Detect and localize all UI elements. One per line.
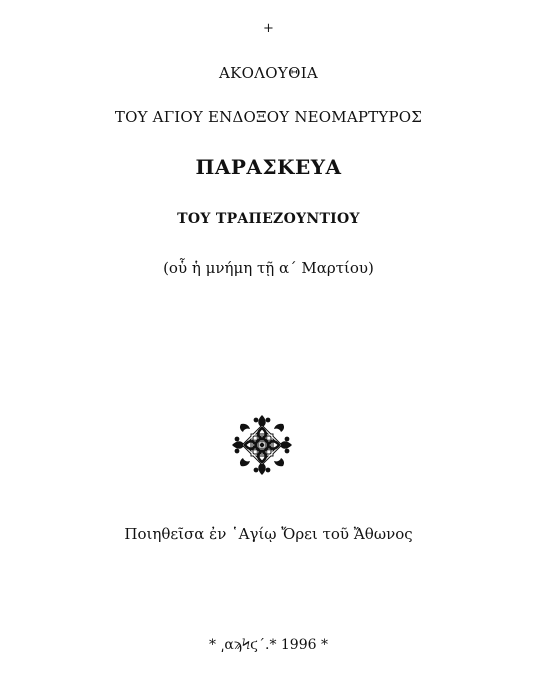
date-line: * ͵αϡϞϛ΄.* 1996 * — [209, 637, 328, 653]
knot-ornament-icon — [231, 414, 293, 476]
saint-origin: ΤΟΥ ΤΡΑΠΕΖΟΥΝΤΙΟΥ — [177, 211, 360, 227]
saint-description: ΤΟΥ ΑΓΙΟΥ ΕΝΔΟΞΟΥ ΝΕΟΜΑΡΤΥΡΟΣ — [114, 108, 423, 126]
commemoration-date: (οὗ ἡ μνήμη τῇ α΄ Μαρτίου) — [163, 259, 374, 277]
service-title: ΑΚΟΛΟΥΘΙΑ — [218, 64, 319, 82]
ornament-graphic — [231, 414, 293, 476]
cross-symbol: + — [263, 21, 274, 36]
saint-name-heading: ΠΑΡΑΣΚΕΥΑ — [195, 155, 342, 179]
place-of-composition: Ποιηθεῖσα ἐν ῾Αγίῳ Ὄρει τοῦ Ἄθωνος — [124, 525, 413, 543]
